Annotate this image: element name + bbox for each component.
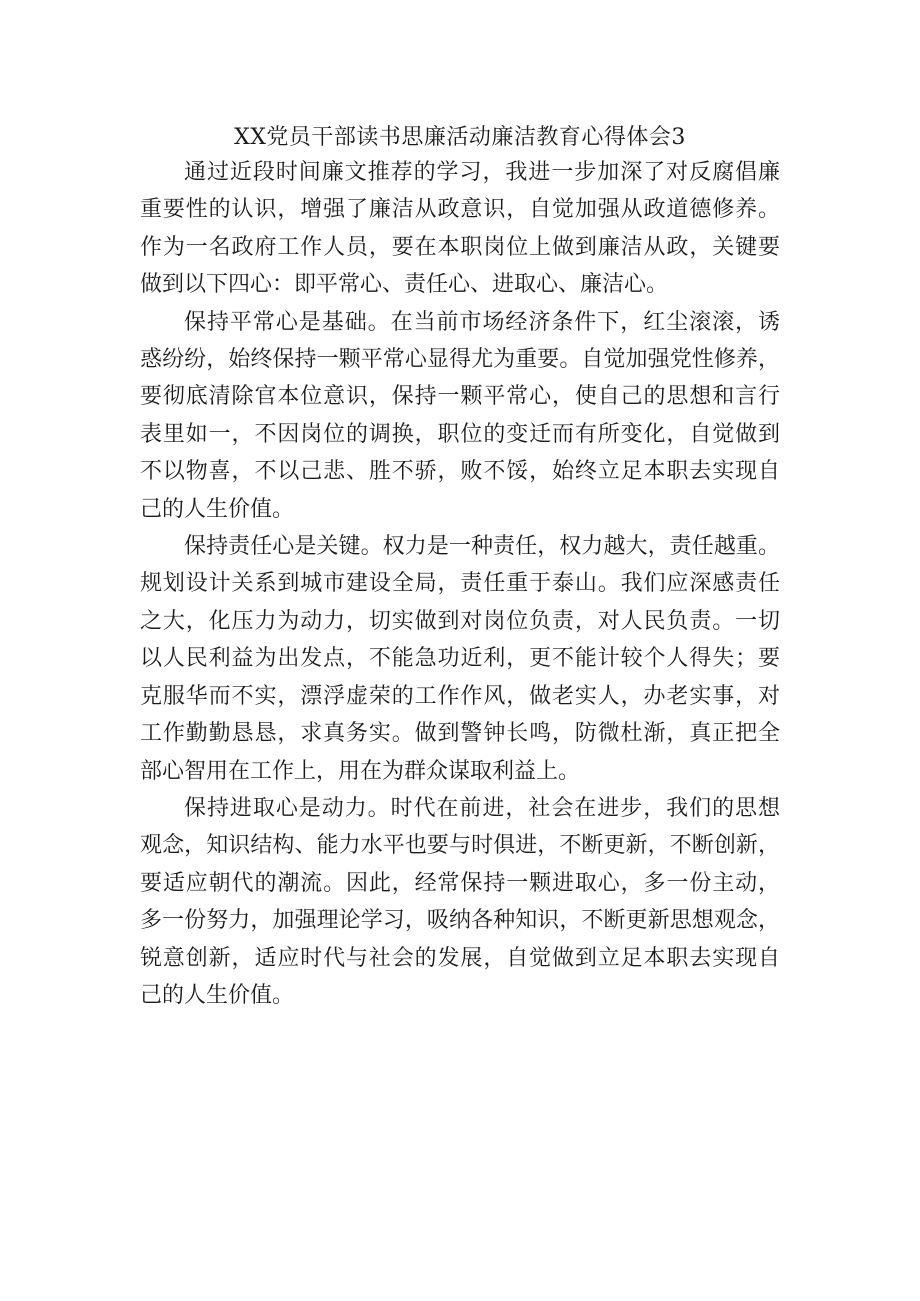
paragraph-enterprise	[140, 790, 780, 1014]
paragraph-ordinary-mind	[140, 304, 780, 528]
text-line: 要适应朝代的潮流。因此，经常保持一颗进取心，多一份主动，	[140, 870, 780, 896]
text-line: 表里如一，不因岗位的调换，职位的变迁而有所变化，自觉做到	[140, 421, 780, 447]
text-line: 要彻底清除官本位意识，保持一颗平常心，使自己的思想和言行	[140, 384, 780, 410]
text-line: 作为一名政府工作人员，要在本职岗位上做到廉洁从政，关键要	[140, 234, 780, 260]
text-line: 以人民利益为出发点，不能急功近利，更不能计较个人得失；要	[140, 646, 780, 672]
text-line: 保持责任心是关键。权力是一种责任，权力越大，责任越重。	[184, 534, 780, 560]
text-line: 通过近段时间廉文推荐的学习，我进一步加深了对反腐倡廉	[184, 160, 780, 185]
text-line: 惑纷纷，始终保持一颗平常心显得尤为重要。自觉加强党性修养，	[140, 347, 780, 373]
text-line: 锐意创新，适应时代与社会的发展，自觉做到立足本职去实现自	[140, 945, 780, 971]
text-line: 之大，化压力为动力，切实做到对岗位负责，对人民负责。一切	[140, 608, 780, 634]
text-line: 做到以下四心：即平常心、责任心、进取心、廉洁心。	[140, 272, 669, 298]
document-title: XX党员干部读书思廉活动廉洁教育心得体会3	[234, 125, 686, 150]
text-line: 保持进取心是动力。时代在前进，社会在进步，我们的思想	[184, 795, 780, 821]
text-line: 保持平常心是基础。在当前市场经济条件下，红尘滚滚，诱	[184, 309, 780, 335]
text-line: 不以物喜，不以己悲、胜不骄，败不馁，始终立足本职去实现自	[140, 459, 780, 485]
text-line: 己的人生价值。	[140, 982, 295, 1008]
text-line: 重要性的认识，增强了廉洁从政意识，自觉加强从政道德修养。	[140, 197, 780, 223]
text-line: 己的人生价值。	[140, 496, 295, 522]
text-line: 克服华而不实，漂浮虚荣的工作作风，做老实人，办老实事，对	[140, 683, 780, 709]
text-line: 工作勤勤恳恳，求真务实。做到警钟长鸣，防微杜渐，真正把全	[140, 721, 780, 747]
document-body	[140, 154, 780, 1014]
paragraph-intro	[140, 154, 780, 304]
text-line: 规划设计关系到城市建设全局，责任重于泰山。我们应深感责任	[140, 571, 780, 597]
text-line: 多一份努力，加强理论学习，吸纳各种知识，不断更新思想观念，	[140, 908, 780, 934]
text-line: 部心智用在工作上，用在为群众谋取利益上。	[140, 758, 581, 784]
paragraph-responsibility	[140, 528, 780, 790]
text-line: 观念，知识结构、能力水平也要与时俱进，不断更新，不断创新，	[140, 833, 780, 859]
